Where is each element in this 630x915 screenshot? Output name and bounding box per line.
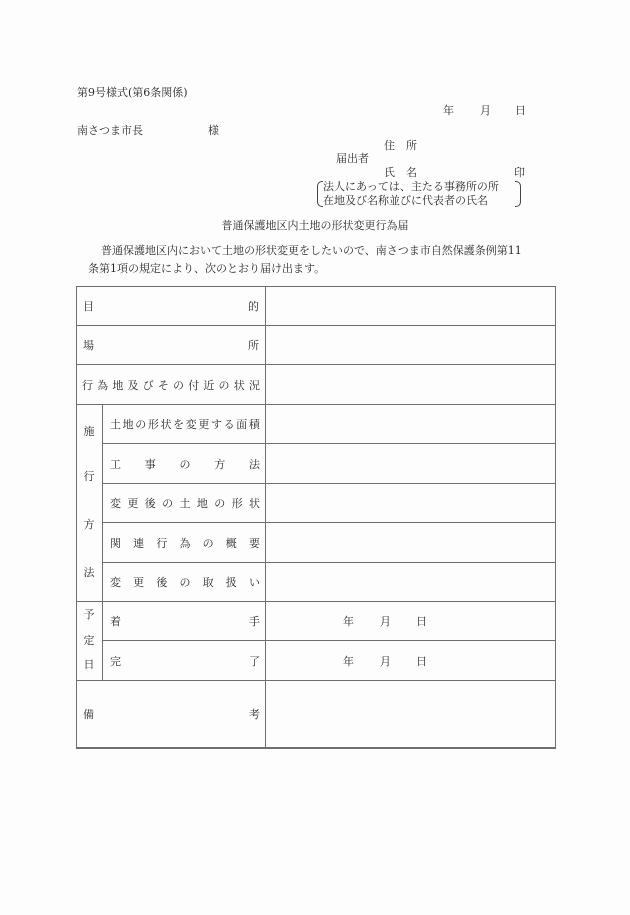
method-construction-field[interactable] [266, 444, 555, 483]
document-title: 普通保護地区内土地の形状変更行為届 [221, 219, 409, 232]
finish-year-label: 年 [343, 654, 354, 668]
method-handling-after-field[interactable] [266, 563, 555, 601]
finish-date-field[interactable] [266, 641, 555, 680]
location-field[interactable] [266, 326, 555, 364]
finish-label: 完 了 [110, 654, 260, 668]
start-month-label: 月 [380, 615, 391, 628]
corporation-note-line2: 在地及び名称並びに代表者の氏名 [323, 194, 488, 207]
method-row-construction: 工 事 の 方 法 [110, 457, 260, 471]
method-row-area: 土 地 の 形 状 を 変 更 す る 面 積 [110, 418, 260, 431]
form-number: 第9号様式(第6条関係) [77, 86, 188, 99]
applicant-address-label: 住 所 [384, 139, 417, 152]
finish-day-label: 日 [416, 654, 427, 668]
date-day-label: 日 [515, 104, 526, 117]
remarks-field[interactable] [266, 681, 555, 747]
applicant-name-label: 氏 名 [384, 166, 417, 179]
method-area-field[interactable] [266, 405, 555, 443]
site-status-field[interactable] [266, 365, 555, 404]
method-shape-after-field[interactable] [266, 484, 555, 522]
addressee-name: 南さつま市長 [77, 124, 143, 137]
location-label: 場 所 [83, 339, 259, 352]
body-text-line1: 普通保護地区内において土地の形状変更をしたいので、南さつま市自然保護条例第11 [101, 244, 522, 257]
start-label: 着 手 [110, 615, 260, 628]
start-day-label: 日 [416, 615, 427, 628]
remarks-label: 備 考 [83, 708, 260, 721]
start-date-field[interactable] [266, 602, 555, 640]
addressee-honorific: 様 [208, 124, 219, 137]
finish-month-label: 月 [380, 654, 391, 668]
purpose-label: 目 的 [83, 300, 259, 313]
purpose-field[interactable] [266, 287, 555, 325]
date-month-label: 月 [480, 104, 491, 117]
site-status-label: 行 為 地 及 び そ の 付 近 の 状 況 [82, 378, 260, 392]
corporation-note-line1: 法人にあっては、主たる事務所の所 [323, 180, 499, 193]
right-bracket [515, 181, 521, 207]
method-row-shape-after: 変 更 後 の 土 地 の 形 状 [110, 497, 260, 510]
applicant-label: 届出者 [336, 152, 369, 165]
body-text-line2: 条第1項の規定により、次のとおり届け出ます。 [88, 262, 326, 275]
seal-mark: 印 [514, 166, 525, 179]
start-year-label: 年 [343, 615, 354, 628]
date-year-label: 年 [443, 104, 454, 117]
method-row-related-acts: 関 連 行 為 の 概 要 [110, 536, 260, 550]
method-row-handling-after: 変 更 後 の 取 扱 い [110, 576, 260, 589]
method-related-acts-field[interactable] [266, 523, 555, 562]
